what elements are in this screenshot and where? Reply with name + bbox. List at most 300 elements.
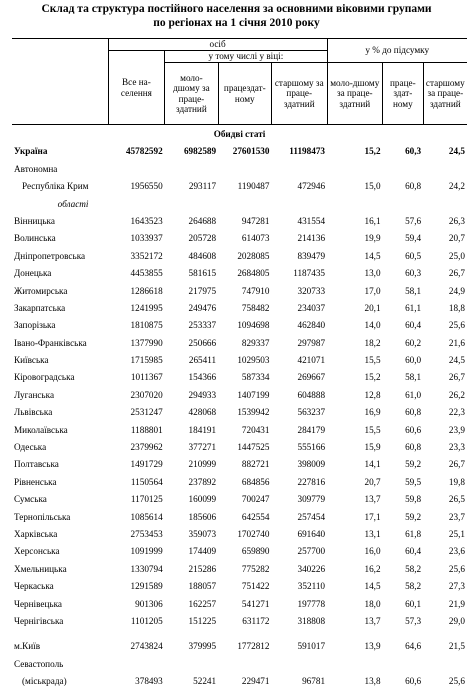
value-cell: 1188801 [130, 424, 163, 435]
value-cell: 947281 [241, 215, 270, 226]
value-cell: 24,2 [448, 181, 465, 192]
value-cell: 229471 [241, 676, 270, 686]
region-name: Полтавська [14, 459, 59, 470]
table-row [12, 634, 467, 651]
value-cell: 60,3 [405, 268, 422, 279]
value-cell: 555166 [297, 442, 326, 453]
value-cell: 1702740 [237, 528, 270, 539]
value-cell: 751422 [241, 581, 270, 592]
table-row [12, 348, 467, 365]
value-cell: 318808 [297, 615, 326, 626]
value-cell: 174409 [188, 546, 217, 557]
value-cell: 614073 [241, 233, 270, 244]
population-table [12, 38, 467, 686]
region-name: Севастополь [14, 658, 64, 669]
section-title: Обидві статі [12, 125, 467, 140]
header-young: моло-дшому за праце-здатний [165, 63, 218, 125]
value-cell: 1033937 [130, 233, 163, 244]
region-name [12, 626, 108, 634]
value-cell: 631172 [242, 615, 270, 626]
table-row [12, 313, 467, 330]
value-cell: 839479 [297, 250, 326, 261]
region-name: Автономна [14, 163, 58, 174]
value-cell [327, 156, 383, 173]
value-cell: 60,6 [405, 424, 422, 435]
value-cell [271, 156, 327, 173]
value-cell: 377271 [188, 442, 217, 453]
value-cell: 59,5 [405, 476, 422, 487]
value-cell [423, 156, 467, 173]
value-cell: 829337 [241, 337, 270, 348]
region-name: Чернігівська [14, 615, 64, 626]
header-old: старшому за праце-здатний [271, 63, 327, 125]
value-cell: 13,9 [364, 641, 381, 652]
region-name: Республіка Крим [22, 181, 89, 192]
value-cell: 24,9 [448, 285, 465, 296]
value-cell: 1956550 [130, 181, 163, 192]
value-cell: 1241995 [130, 302, 163, 313]
region-name: Донецька [14, 268, 52, 279]
value-cell: 13,8 [364, 676, 381, 686]
value-cell: 26,2 [448, 389, 465, 400]
value-cell: 16,9 [364, 407, 381, 418]
value-cell [218, 156, 271, 173]
value-cell: 61,1 [405, 302, 422, 313]
value-cell: 6982589 [183, 146, 217, 157]
value-cell: 217975 [188, 285, 217, 296]
value-cell: 1150564 [130, 476, 163, 487]
table-row [12, 556, 467, 573]
table-row [12, 669, 467, 686]
value-cell: 25,6 [448, 676, 465, 686]
value-cell: 563237 [297, 407, 326, 418]
value-cell: 2684805 [237, 268, 270, 279]
value-cell [165, 626, 218, 634]
value-cell: 60,4 [405, 546, 422, 557]
value-cell: 58,2 [405, 581, 422, 592]
value-cell: 1286618 [130, 285, 163, 296]
region-name: Одеська [14, 442, 47, 453]
value-cell: 59,2 [405, 511, 422, 522]
value-cell: 1330794 [130, 563, 163, 574]
value-cell: 58,2 [405, 563, 422, 574]
value-cell: 18,2 [364, 337, 381, 348]
table-row [12, 539, 467, 556]
value-cell: 23,3 [448, 442, 465, 453]
value-cell: 20,1 [364, 302, 381, 313]
region-name: Україна [14, 146, 48, 157]
value-cell: 64,6 [405, 641, 422, 652]
value-cell: 775282 [241, 563, 270, 574]
value-cell: 60,3 [405, 146, 422, 157]
value-cell: 60,0 [405, 355, 422, 366]
value-cell: 16,1 [364, 215, 381, 226]
value-cell: 21,6 [448, 337, 465, 348]
value-cell: 96781 [302, 676, 326, 686]
value-cell: 17,1 [364, 511, 381, 522]
value-cell [271, 191, 327, 208]
value-cell: 3352172 [130, 250, 163, 261]
region-name: Черкаська [14, 581, 54, 592]
value-cell [383, 191, 424, 208]
table-row [12, 139, 467, 156]
table-row [12, 365, 467, 382]
table-row [12, 382, 467, 399]
header-including: у тому числі у віці: [165, 51, 327, 63]
value-cell: 1091999 [130, 546, 163, 557]
region-name: Запорізька [14, 320, 56, 331]
value-cell: 604888 [297, 389, 326, 400]
value-cell: 59,8 [405, 494, 422, 505]
value-cell: 901306 [135, 598, 163, 609]
value-cell: 60,6 [405, 676, 422, 686]
value-cell: 45782592 [125, 146, 163, 157]
region-name: Вінницька [14, 215, 55, 226]
header-total: Все на-селення [108, 51, 165, 125]
value-cell: 60,8 [405, 407, 422, 418]
table-row [12, 400, 467, 417]
table-row [12, 651, 467, 668]
value-cell [327, 626, 383, 634]
value-cell: 421071 [297, 355, 326, 366]
value-cell [423, 626, 467, 634]
region-name: (міськрада) [22, 676, 67, 686]
value-cell: 1772812 [237, 641, 270, 652]
value-cell: 484608 [188, 250, 217, 261]
region-name: Тернопільська [14, 511, 71, 522]
value-cell: 29,0 [448, 615, 465, 626]
value-cell: 23,7 [448, 511, 465, 522]
value-cell: 160099 [188, 494, 217, 505]
value-cell: 227816 [297, 476, 326, 487]
header-working: працездат-ному [218, 63, 271, 125]
value-cell: 58,1 [405, 372, 422, 383]
value-cell: 52241 [193, 676, 217, 686]
value-cell: 15,2 [364, 372, 381, 383]
value-cell: 2379962 [130, 442, 163, 453]
value-cell: 25,0 [448, 250, 465, 261]
region-name: Рівненська [14, 476, 57, 487]
value-cell: 21,5 [448, 641, 465, 652]
value-cell: 60,8 [405, 442, 422, 453]
value-cell: 684856 [241, 476, 270, 487]
value-cell [165, 651, 218, 668]
value-cell: 269667 [297, 372, 326, 383]
table-row [12, 522, 467, 539]
value-cell: 13,7 [364, 615, 381, 626]
value-cell: 1291589 [130, 581, 163, 592]
value-cell [108, 191, 165, 208]
value-cell: 15,9 [364, 442, 381, 453]
table-row [12, 296, 467, 313]
value-cell: 431554 [297, 215, 326, 226]
value-cell: 14,5 [364, 250, 381, 261]
value-cell: 297987 [297, 337, 326, 348]
value-cell: 24,5 [448, 146, 465, 157]
value-cell: 27601530 [232, 146, 270, 157]
value-cell: 18,0 [364, 598, 381, 609]
value-cell: 352110 [297, 581, 326, 592]
region-name: Харківська [14, 528, 58, 539]
value-cell: 265411 [188, 355, 217, 366]
value-cell: 1539942 [237, 407, 270, 418]
value-cell: 720431 [241, 424, 270, 435]
value-cell: 379995 [188, 641, 217, 652]
value-cell: 61,0 [405, 389, 422, 400]
header-pct-working: праце-здат-ному [383, 63, 424, 125]
value-cell: 60,8 [405, 181, 422, 192]
value-cell: 197778 [297, 598, 326, 609]
value-cell [218, 626, 271, 634]
value-cell: 25,6 [448, 563, 465, 574]
value-cell: 19,9 [364, 233, 381, 244]
value-cell: 284179 [297, 424, 326, 435]
region-name: Хмельницька [14, 563, 67, 574]
value-cell: 2531247 [130, 407, 163, 418]
region-name: Миколаївська [14, 424, 68, 435]
value-cell: 13,1 [364, 528, 381, 539]
value-cell: 22,3 [448, 407, 465, 418]
value-cell: 16,2 [364, 563, 381, 574]
table-row [12, 156, 467, 173]
value-cell: 16,0 [364, 546, 381, 557]
value-cell [383, 626, 424, 634]
value-cell: 12,8 [364, 389, 381, 400]
value-cell: 1190487 [237, 181, 270, 192]
value-cell: 15,5 [364, 355, 381, 366]
value-cell: 21,9 [448, 598, 465, 609]
value-cell: 15,0 [364, 181, 381, 192]
value-cell: 11198473 [289, 146, 326, 157]
value-cell: 1011367 [130, 372, 163, 383]
value-cell: 214136 [297, 233, 326, 244]
table-row [12, 591, 467, 608]
value-cell: 428068 [188, 407, 217, 418]
value-cell: 691640 [297, 528, 326, 539]
value-cell: 378493 [135, 676, 163, 686]
value-cell: 472946 [297, 181, 326, 192]
value-cell: 659890 [241, 546, 270, 557]
value-cell: 1715985 [130, 355, 163, 366]
value-cell [218, 191, 271, 208]
table-row [12, 191, 467, 208]
value-cell: 758482 [241, 302, 270, 313]
value-cell: 747910 [241, 285, 270, 296]
table-row [12, 278, 467, 295]
value-cell: 60,4 [405, 320, 422, 331]
value-cell: 340226 [297, 563, 326, 574]
value-cell: 58,1 [405, 285, 422, 296]
value-cell: 15,5 [364, 424, 381, 435]
value-cell [165, 156, 218, 173]
value-cell: 2753453 [130, 528, 163, 539]
value-cell: 700247 [241, 494, 270, 505]
header-pct-young: моло-дшому за праце-здатний [327, 63, 383, 125]
table-row [12, 243, 467, 260]
value-cell [271, 651, 327, 668]
value-cell: 1029503 [237, 355, 270, 366]
value-cell: 60,2 [405, 337, 422, 348]
value-cell: 642554 [241, 511, 270, 522]
value-cell: 26,7 [448, 372, 465, 383]
value-cell: 20,7 [448, 233, 465, 244]
region-name: Закарпатська [14, 302, 66, 313]
value-cell: 1187435 [293, 268, 326, 279]
value-cell: 60,5 [405, 250, 422, 261]
header-percent: у % до підсумку [327, 39, 467, 63]
value-cell: 61,8 [405, 528, 422, 539]
region-name: Волинська [14, 233, 56, 244]
value-cell: 59,4 [405, 233, 422, 244]
value-cell: 237892 [188, 476, 217, 487]
table-row [12, 469, 467, 486]
value-cell: 215286 [188, 563, 217, 574]
value-cell: 26,7 [448, 459, 465, 470]
region-name: Івано-Франківська [14, 337, 87, 348]
value-cell: 257454 [297, 511, 326, 522]
value-cell: 591017 [297, 641, 326, 652]
value-cell: 2307020 [130, 389, 163, 400]
value-cell [218, 651, 271, 668]
value-cell: 234037 [297, 302, 326, 313]
value-cell: 188057 [188, 581, 217, 592]
table-row [12, 417, 467, 434]
table-row [12, 487, 467, 504]
value-cell: 184191 [188, 424, 217, 435]
value-cell: 15,2 [364, 146, 381, 157]
region-name: Київська [14, 355, 49, 366]
value-cell: 23,9 [448, 424, 465, 435]
value-cell: 253337 [188, 320, 217, 331]
title-line-2: по регіонах на 1 січня 2010 року [153, 17, 320, 29]
value-cell [271, 626, 327, 634]
value-cell: 1810875 [130, 320, 163, 331]
value-cell: 581615 [188, 268, 217, 279]
table-row [12, 609, 467, 626]
value-cell: 57,3 [405, 615, 422, 626]
table-row [12, 504, 467, 521]
header-persons: осіб [108, 39, 327, 51]
value-cell: 257700 [297, 546, 326, 557]
value-cell: 2028085 [237, 250, 270, 261]
value-cell [383, 651, 424, 668]
value-cell: 19,8 [448, 476, 465, 487]
value-cell: 1170125 [130, 494, 163, 505]
value-cell [327, 651, 383, 668]
value-cell: 13,7 [364, 494, 381, 505]
table-row [12, 574, 467, 591]
value-cell: 264688 [188, 215, 217, 226]
value-cell: 4453855 [130, 268, 163, 279]
value-cell [108, 626, 165, 634]
value-cell [108, 651, 165, 668]
value-cell: 1094698 [237, 320, 270, 331]
region-name: Луганська [14, 389, 55, 400]
value-cell: 250666 [188, 337, 217, 348]
value-cell: 587334 [241, 372, 270, 383]
value-cell: 60,1 [405, 598, 422, 609]
value-cell [327, 191, 383, 208]
value-cell: 59,2 [405, 459, 422, 470]
value-cell: 1407199 [237, 389, 270, 400]
value-cell: 1085614 [130, 511, 163, 522]
value-cell: 27,3 [448, 581, 465, 592]
value-cell: 185606 [188, 511, 217, 522]
value-cell: 294933 [188, 389, 217, 400]
value-cell [165, 191, 218, 208]
region-header [12, 39, 108, 125]
title-line-1: Склад та структура постійного населення за основними віковими групами [41, 3, 432, 15]
value-cell: 249476 [188, 302, 217, 313]
table-row [12, 209, 467, 226]
region-name: Житомирська [14, 285, 68, 296]
value-cell: 1101205 [130, 615, 163, 626]
table-row [12, 226, 467, 243]
value-cell: 541271 [241, 598, 270, 609]
value-cell: 154366 [188, 372, 217, 383]
value-cell: 26,3 [448, 215, 465, 226]
value-cell: 14,1 [364, 459, 381, 470]
value-cell: 1491729 [130, 459, 163, 470]
value-cell: 398009 [297, 459, 326, 470]
region-name: Херсонська [14, 546, 60, 557]
table-row [12, 330, 467, 347]
table-row [12, 174, 467, 191]
value-cell: 1643523 [130, 215, 163, 226]
table-row [12, 261, 467, 278]
region-name: Львівська [14, 407, 53, 418]
value-cell: 26,5 [448, 494, 465, 505]
value-cell [423, 651, 467, 668]
value-cell: 162257 [188, 598, 217, 609]
value-cell: 14,5 [364, 581, 381, 592]
region-name: Кіровоградська [14, 372, 75, 383]
value-cell: 14,0 [364, 320, 381, 331]
value-cell: 359073 [188, 528, 217, 539]
value-cell [108, 156, 165, 173]
value-cell: 25,6 [448, 320, 465, 331]
value-cell: 18,8 [448, 302, 465, 313]
value-cell: 24,5 [448, 355, 465, 366]
value-cell: 1377990 [130, 337, 163, 348]
value-cell: 205728 [188, 233, 217, 244]
value-cell: 57,6 [405, 215, 422, 226]
table-row [12, 435, 467, 452]
value-cell: 2743824 [130, 641, 163, 652]
page-title [0, 2, 473, 30]
value-cell: 882721 [241, 459, 270, 470]
region-name: Дніпропетровська [14, 250, 86, 261]
header-pct-old: старшому за праце-здатний [423, 63, 467, 125]
value-cell [383, 156, 424, 173]
region-name: Чернівецька [14, 598, 62, 609]
value-cell: 17,0 [364, 285, 381, 296]
value-cell: 13,0 [364, 268, 381, 279]
table-row [12, 626, 467, 634]
value-cell: 309779 [297, 494, 326, 505]
region-name: області [57, 198, 89, 209]
value-cell: 1447525 [237, 442, 270, 453]
value-cell: 26,7 [448, 268, 465, 279]
value-cell: 23,6 [448, 546, 465, 557]
value-cell [423, 191, 467, 208]
value-cell: 320733 [297, 285, 326, 296]
table-row [12, 452, 467, 469]
value-cell: 293117 [188, 181, 217, 192]
region-name: Сумська [14, 494, 47, 505]
value-cell: 151225 [188, 615, 217, 626]
value-cell: 20,7 [364, 476, 381, 487]
